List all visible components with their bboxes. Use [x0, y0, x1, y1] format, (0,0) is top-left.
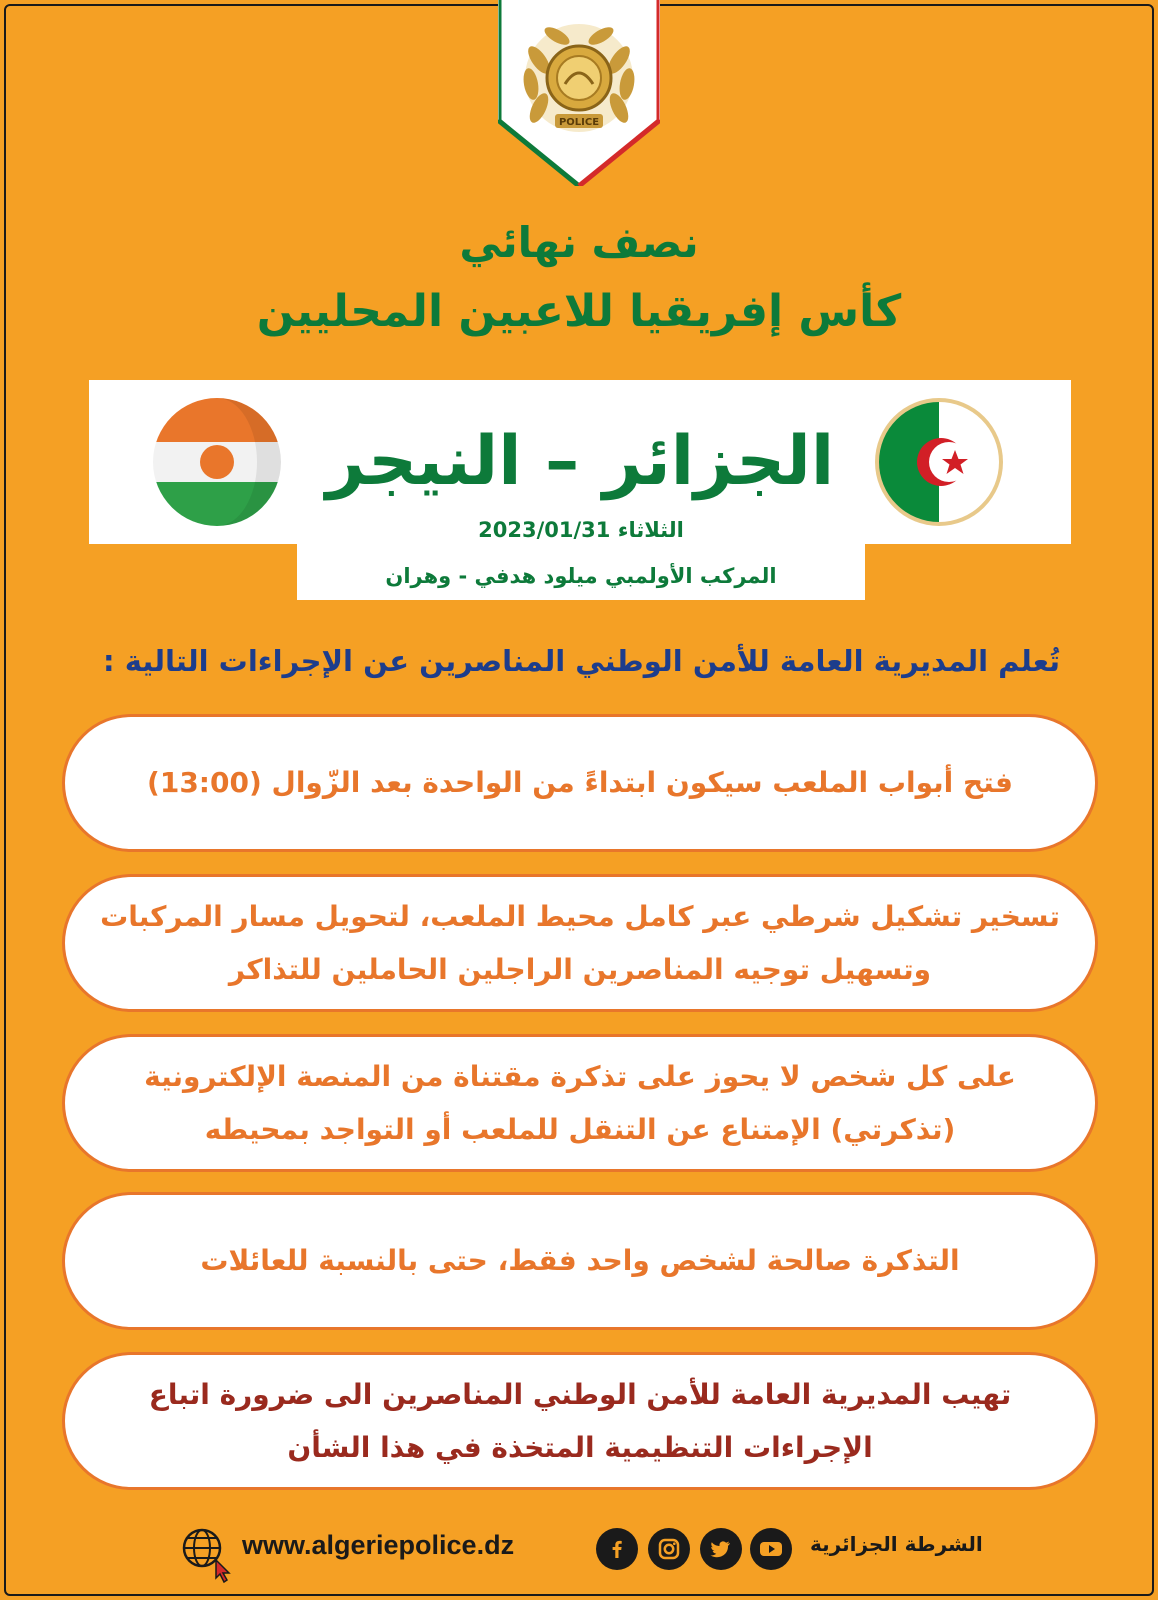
match-info-panel — [297, 518, 865, 600]
intro-text: تُعلم المديرية العامة للأمن الوطني المناصرين عن الإجراءات التالية : — [103, 644, 1060, 678]
footer-org-name: الشرطة الجزائرية — [810, 1532, 983, 1556]
match-venue: المركب الأولمبي ميلود هدفي - وهران — [385, 564, 777, 588]
heading-tournament: كأس إفريقيا للاعبين المحليين — [256, 286, 902, 337]
twitter-icon[interactable] — [700, 1528, 742, 1570]
instagram-icon[interactable] — [648, 1528, 690, 1570]
facebook-icon[interactable] — [596, 1528, 638, 1570]
heading-semifinal: نصف نهائي — [459, 218, 699, 267]
youtube-icon[interactable] — [750, 1528, 792, 1570]
measure-item — [62, 714, 1098, 852]
measure-item — [62, 874, 1098, 1012]
measure-item — [62, 1034, 1098, 1172]
niger-flag-icon — [151, 396, 283, 528]
measure-text: تسخير تشكيل شرطي عبر كامل محيط الملعب، لتحويل مسار المركبات وتسهيل توجيه المناصرين الراجلين الحاملين للتذاكر — [100, 899, 1060, 986]
footer — [0, 1528, 1158, 1578]
match-title: الجزائر – النيجر — [325, 422, 835, 501]
globe-cursor-icon — [178, 1524, 238, 1584]
police-badge-emblem — [498, 0, 660, 186]
measure-item — [62, 1352, 1098, 1490]
measure-text: فتح أبواب الملعب سيكون ابتداءً من الواحدة بعد الزّوال (13:00) — [147, 766, 1013, 800]
match-date: الثلاثاء 2023/01/31 — [478, 518, 684, 542]
badge-police-text: POLICE — [558, 117, 600, 128]
measure-text: على كل شخص لا يحوز على تذكرة مقتناة من المنصة الإلكترونية (تذكرتي) الإمتناع عن التنقل للملعب أو التواجد بمحيطه — [144, 1059, 1016, 1146]
website-link[interactable]: www.algeriepolice.dz — [242, 1530, 515, 1560]
measure-item — [62, 1192, 1098, 1330]
measure-text: تهيب المديرية العامة للأمن الوطني المناصرين الى ضرورة اتباع الإجراءات التنظيمية المتخذة في هذا الشأن — [148, 1377, 1012, 1464]
measure-text: التذكرة صالحة لشخص واحد فقط، حتى بالنسبة للعائلات — [200, 1244, 960, 1278]
